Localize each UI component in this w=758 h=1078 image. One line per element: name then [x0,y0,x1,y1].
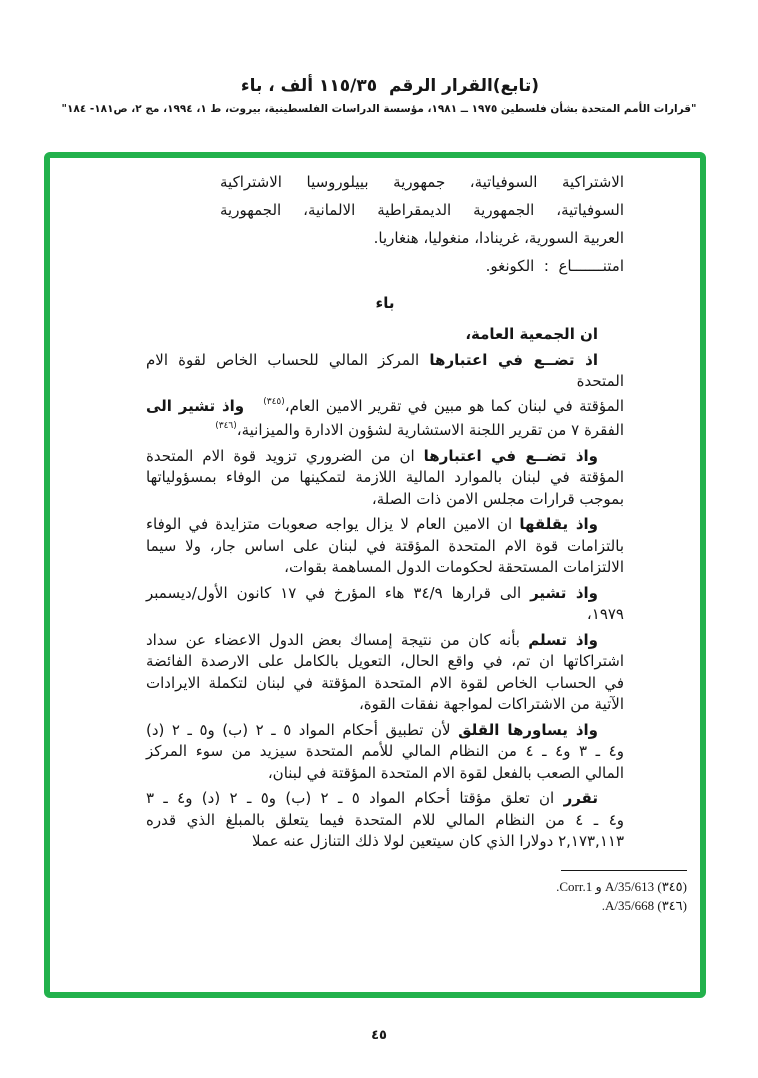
document-line: الالتزامات المستحقة لحكومات الدول المساهمة بقوات، [284,558,624,576]
page-title: (تابع)القرار الرقم ١١٥/٣٥ ألف ، باء [240,76,540,96]
footnote-block [556,870,687,915]
document-line: الفقرة ٧ من تقرير اللجنة الاستشارية لشؤون الادارة والميزانية،$^{(٣٤٦)}$ [215,421,624,439]
page-number: ٤٥ [371,1028,387,1043]
document-line: واذ تشير الى قرارها ٣٤/٩ هاء المؤرخ في ١٧ كانون الأول/ديسمبر [146,583,598,602]
document-line: واذ يساورها القلق لأن تطبيق أحكام المواد ٥ ـ ٢ (ب) و٥ ـ ٢ (د) [146,720,598,739]
document-line: واذ تسلم بأنه كان من نتيجة إمساك بعض الدول الاعضاء عن سداد [146,630,598,649]
document-line: ٢,١٧٣,١١٣ دولارا الذي كان سيتعين لولا ذلك التنازل عنه عملا [252,832,624,850]
document-line: المؤقتة في لبنان كما هو مبين في تقرير الامين العام،$^{(٣٤٥)}$ واذ تشير الى [146,396,624,415]
document-line: واذ تضــع في اعتبارها ان من الضروري تزويد قوة الام المتحدة [146,446,598,465]
clause-block [146,324,624,853]
document-line: ان الجمعية العامة، [465,325,598,343]
document-line: و٤ ـ ٤ من النظام المالي للام المتحدة فيما يتعلق بالمبلغ الذي قدره [146,810,624,829]
document-line: و٤ ـ ٣ و٤ ـ ٤ من النظام المالي للأمم المتحدة سيزيد من سوء المركز [146,742,624,760]
document-line: في الحساب الخاص لقوة الام المتحدة المؤقتة في لبنان لتكملة الايرادات [146,673,624,692]
document-line: واذ يقلقها ان الامين العام لا يزال يواجه صعوبات متزايدة في الوفاء [146,515,598,533]
footnote-ref: (٣٤٥) [263,396,285,407]
footnote-separator [561,870,687,871]
section-heading: باء [375,294,395,312]
document-line: تقرر ان تعلق مؤقتا أحكام المواد ٥ ـ ٢ (ب) و٥ ـ ٢ (د) و٤ ـ ٣ [146,789,598,807]
document-line: اشتراكاتها ان تم، في واقع الحال، التعويل بالكامل على الارصدة الفائضة [146,652,624,670]
footnote-ref: (٣٤٦) [215,421,237,431]
document-line: الاشتراكية السوفياتية، جمهورية بييلوروسيا الاشتراكية [220,173,624,191]
document-line: السوفياتية، الجمهورية الديمقراطية الالمانية، الجمهورية [220,201,624,219]
document-line: بموجب قرارات مجلس الامن ذات الصلة، [371,489,624,508]
document-line: بالتزامات قوة الام المتحدة المؤقتة في لبنان على اساس جار، ولا سيما [146,536,624,555]
footnote-item: (٣٤٥) A/35/613 و Corr.1. [556,879,687,894]
document-body [50,158,700,853]
document-line: ١٩٧٩، [586,605,624,623]
document-line: الآتية من الاشتراكات لمواجهة نفقات القوة، [358,695,624,713]
annotation-highlight-box [44,152,706,998]
document-line: امتنـــــــاع : الكونغو. [485,257,624,275]
document-line: العربية السورية، غرينادا، منغوليا، هنغاريا. [373,229,624,247]
page-header [0,76,758,115]
intro-block [146,168,624,280]
document-line: المالي الصعب بالفعل لقوة الام المتحدة المؤقتة في لبنان، [267,763,624,782]
footnote-item: (٣٤٦) A/35/668. [601,898,687,913]
document-line: المؤقتة في لبنان بالموارد المالية اللازمة لتمكينها من الوفاء بمسؤولياتها [146,468,624,486]
source-citation: "قرارات الأمم المتحدة بشأن فلسطين ١٩٧٥ ــ ١٩٨١، مؤسسة الدراسات الفلسطينية، بيروت، ط ١، ١٩٩٤، مج ٢، ص١٨١- ١٨٤" [61,103,697,115]
document-line: اذ تضــع في اعتبارها المركز المالي للحساب الخاص لقوة الام المتحدة [146,350,624,390]
